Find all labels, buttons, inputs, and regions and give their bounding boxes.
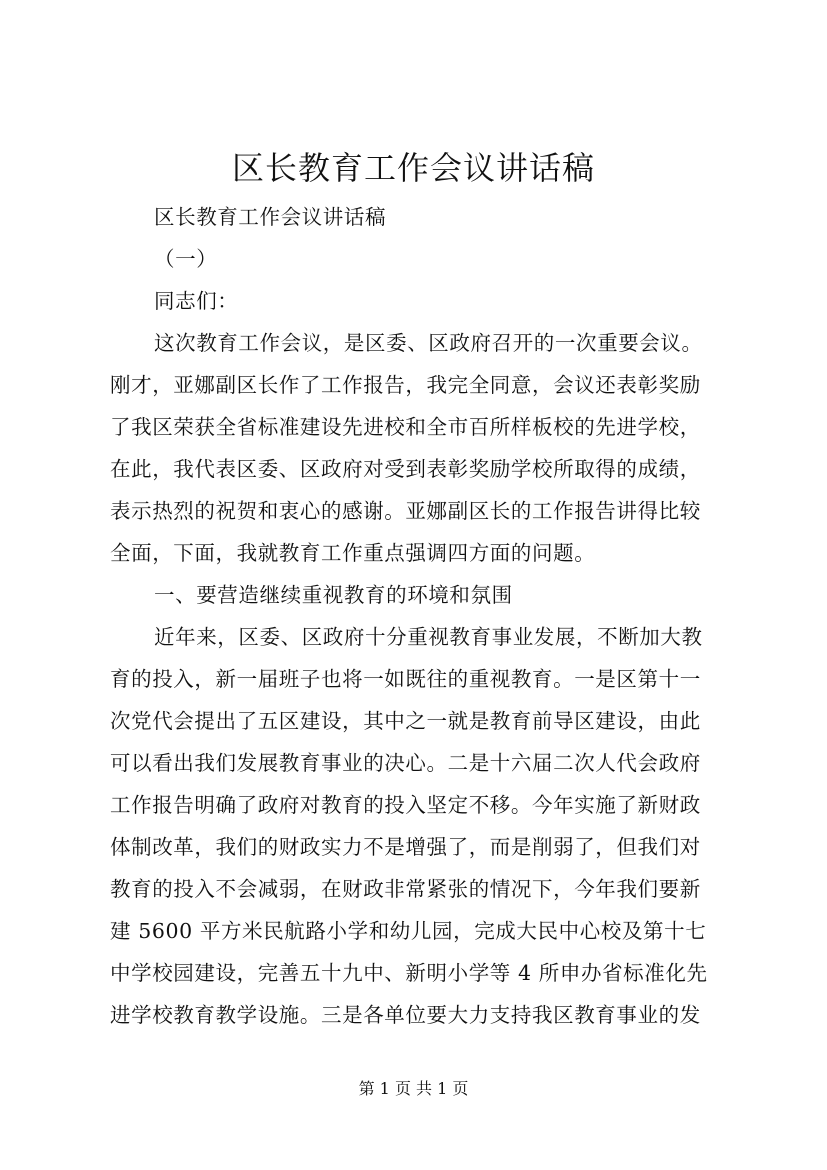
paragraph-line: 刚才，亚娜副区长作了工作报告，我完全同意，会议还表彰奖励 xyxy=(110,373,701,397)
paragraph-line: 这次教育工作会议，是区委、区政府召开的一次重要会议。 xyxy=(154,331,703,355)
page-footer: 第 1 页 共 1 页 xyxy=(358,1079,469,1098)
paragraph-line: 教育的投入不会减弱，在财政非常紧张的情况下，今年我们要新 xyxy=(110,877,701,901)
paragraph-line: 次党代会提出了五区建设，其中之一就是教育前导区建设，由此 xyxy=(110,709,701,733)
document-body xyxy=(110,196,740,1036)
paragraph-line: 建 5600 平方米民航路小学和幼儿园，完成大民中心校及第十七 xyxy=(110,919,707,943)
paragraph-line: 体制改革，我们的财政实力不是增强了，而是削弱了，但我们对 xyxy=(110,835,701,859)
paragraph-line: 在此，我代表区委、区政府对受到表彰奖励学校所取得的成绩， xyxy=(110,457,701,481)
paragraph-line: 进学校教育教学设施。三是各单位要大力支持我区教育事业的发 xyxy=(110,1003,701,1027)
paragraph-line: 可以看出我们发展教育事业的决心。二是十六届二次人代会政府 xyxy=(110,751,701,775)
section-heading: 一、要营造继续重视教育的环境和氛围 xyxy=(154,583,513,607)
paragraph-line: 育的投入，新一届班子也将一如既往的重视教育。一是区第十一 xyxy=(110,667,701,691)
paragraph-line: 近年来，区委、区政府十分重视教育事业发展，不断加大教 xyxy=(154,625,703,649)
section-number: （一） xyxy=(154,247,218,271)
salutation: 同志们： xyxy=(154,289,239,313)
paragraph-line: 表示热烈的祝贺和衷心的感谢。亚娜副区长的工作报告讲得比较 xyxy=(110,499,701,523)
document-title: 区长教育工作会议讲话稿 xyxy=(231,149,595,187)
subtitle-line: 区长教育工作会议讲话稿 xyxy=(154,205,387,229)
paragraph-line: 中学校园建设，完善五十九中、新明小学等 4 所申办省标准化先 xyxy=(110,961,708,985)
paragraph-line: 全面，下面，我就教育工作重点强调四方面的问题。 xyxy=(110,541,596,565)
paragraph-line: 了我区荣获全省标准建设先进校和全市百所样板校的先进学校， xyxy=(110,415,701,439)
paragraph-line: 工作报告明确了政府对教育的投入坚定不移。今年实施了新财政 xyxy=(110,793,701,817)
